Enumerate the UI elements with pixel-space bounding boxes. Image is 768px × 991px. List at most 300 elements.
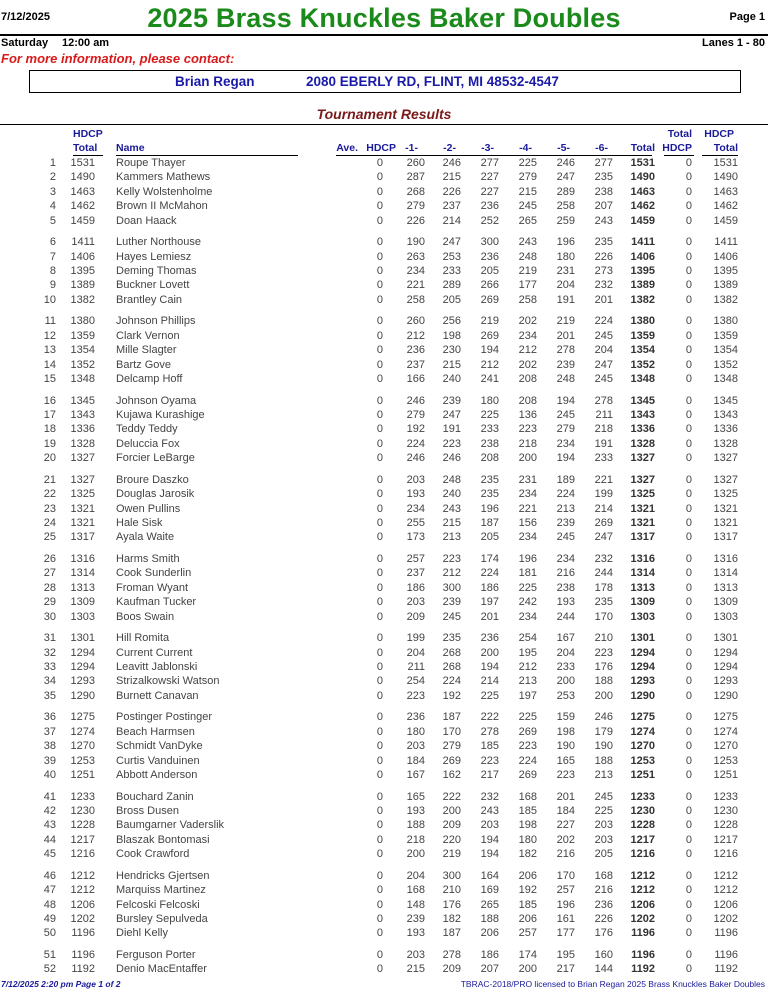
cell-total: 1316 xyxy=(630,553,655,565)
cell-game-6: 246 xyxy=(594,711,613,724)
cell-game-5: 248 xyxy=(556,373,575,385)
cell-place: 51 xyxy=(43,949,56,961)
cell-hdcp-total-2: 1301 xyxy=(713,632,738,645)
table-row xyxy=(0,200,768,214)
cell-game-4: 231 xyxy=(518,473,537,486)
col-total-hdcp-top: Total xyxy=(667,128,692,140)
cell-game-4: 215 xyxy=(518,185,537,198)
cell-game-6: 213 xyxy=(594,769,613,781)
cell-hdcp-total-2: 1253 xyxy=(713,754,738,767)
cell-total-hdcp: 0 xyxy=(685,171,692,184)
cell-game-6: 273 xyxy=(594,265,613,277)
cell-game-3: 203 xyxy=(480,819,499,832)
cell-game-2: 300 xyxy=(442,581,461,594)
cell-hdcp-total: 1253 xyxy=(70,754,95,767)
cell-game-4: 223 xyxy=(518,423,537,436)
cell-game-4: 181 xyxy=(518,567,537,580)
cell-total: 1352 xyxy=(630,358,655,371)
cell-total: 1327 xyxy=(630,473,655,486)
table-row xyxy=(0,359,768,373)
cell-game-2: 247 xyxy=(442,409,461,421)
cell-total-hdcp: 0 xyxy=(685,502,692,515)
cell-hdcp-total: 1382 xyxy=(70,293,95,306)
cell-hdcp: 0 xyxy=(376,610,383,623)
cell-place: 22 xyxy=(43,488,56,501)
cell-game-4: 206 xyxy=(518,913,537,925)
cell-game-5: 224 xyxy=(556,488,575,501)
cell-game-6: 269 xyxy=(594,517,613,529)
cell-game-1: 209 xyxy=(406,610,425,623)
cell-total: 1275 xyxy=(630,711,655,724)
cell-total-hdcp: 0 xyxy=(685,725,692,738)
cell-game-4: 225 xyxy=(518,157,537,169)
cell-game-6: 235 xyxy=(594,596,613,609)
cell-game-4: 185 xyxy=(518,805,537,817)
col-game-5: -5- xyxy=(557,142,570,154)
cell-hdcp-total: 1212 xyxy=(70,884,95,897)
cell-game-6: 176 xyxy=(594,661,613,673)
cell-game-1: 203 xyxy=(406,596,425,609)
col-game-2: -2- xyxy=(443,142,456,154)
cell-game-6: 236 xyxy=(594,898,613,911)
cell-game-1: 260 xyxy=(406,315,425,328)
cell-place: 44 xyxy=(43,833,56,846)
cell-total-hdcp: 0 xyxy=(685,740,692,753)
cell-hdcp-total: 1294 xyxy=(70,661,95,673)
cell-hdcp-total-2: 1531 xyxy=(713,157,738,169)
cell-game-1: 193 xyxy=(406,927,425,940)
table-row xyxy=(0,791,768,805)
cell-game-6: 170 xyxy=(594,610,613,623)
cell-game-4: 219 xyxy=(518,265,537,277)
cell-total-hdcp: 0 xyxy=(685,265,692,277)
cell-game-5: 247 xyxy=(556,171,575,184)
cell-game-3: 269 xyxy=(480,329,499,342)
cell-game-2: 205 xyxy=(442,293,461,306)
cell-game-3: 197 xyxy=(480,596,499,609)
cell-hdcp: 0 xyxy=(376,581,383,594)
cell-game-2: 278 xyxy=(442,949,461,961)
cell-game-5: 279 xyxy=(556,423,575,436)
table-row xyxy=(0,279,768,293)
cell-game-6: 277 xyxy=(594,157,613,169)
cell-game-4: 225 xyxy=(518,711,537,724)
cell-game-2: 222 xyxy=(442,790,461,803)
cell-hdcp: 0 xyxy=(376,502,383,515)
cell-game-5: 180 xyxy=(556,250,575,263)
col-total: Total xyxy=(630,142,655,154)
cell-bowler-name: Bross Dusen xyxy=(116,805,179,817)
cell-game-4: 242 xyxy=(518,596,537,609)
cell-game-5: 165 xyxy=(556,754,575,767)
cell-game-2: 170 xyxy=(442,725,461,738)
cell-game-5: 217 xyxy=(556,963,575,976)
cell-bowler-name: Froman Wyant xyxy=(116,581,189,594)
lanes-range: Lanes 1 - 80 xyxy=(702,37,765,49)
cell-total-hdcp: 0 xyxy=(685,185,692,198)
cell-place: 4 xyxy=(49,200,56,213)
table-row xyxy=(0,834,768,848)
cell-game-1: 184 xyxy=(406,754,425,767)
cell-game-1: 199 xyxy=(406,632,425,645)
table-row xyxy=(0,503,768,517)
cell-game-3: 266 xyxy=(480,279,499,292)
cell-game-6: 232 xyxy=(594,553,613,565)
cell-game-2: 223 xyxy=(442,553,461,565)
event-day: Saturday xyxy=(1,37,49,49)
cell-game-3: 219 xyxy=(480,315,499,328)
cell-game-2: 176 xyxy=(442,898,461,911)
cell-game-6: 216 xyxy=(594,884,613,897)
col-game-3: -3- xyxy=(481,142,494,154)
cell-hdcp-total-2: 1313 xyxy=(713,581,738,594)
table-row xyxy=(0,423,768,437)
cell-hdcp: 0 xyxy=(376,531,383,544)
table-row xyxy=(0,517,768,531)
cell-game-6: 214 xyxy=(594,502,613,515)
cell-game-2: 200 xyxy=(442,805,461,817)
cell-total: 1212 xyxy=(630,869,655,882)
report-date: 7/12/2025 xyxy=(1,11,50,23)
cell-hdcp-total: 1348 xyxy=(70,373,95,385)
cell-hdcp-total-2: 1395 xyxy=(713,265,738,277)
cell-game-5: 258 xyxy=(556,200,575,213)
cell-game-1: 188 xyxy=(406,819,425,832)
table-row xyxy=(0,884,768,898)
table-row xyxy=(0,927,768,941)
cell-game-1: 236 xyxy=(406,711,425,724)
cell-total: 1463 xyxy=(630,185,655,198)
cell-place: 16 xyxy=(43,394,56,407)
cell-game-6: 238 xyxy=(594,185,613,198)
table-row xyxy=(0,157,768,171)
cell-game-2: 209 xyxy=(442,963,461,976)
cell-hdcp: 0 xyxy=(376,394,383,407)
cell-game-1: 190 xyxy=(406,236,425,249)
cell-hdcp: 0 xyxy=(376,553,383,565)
cell-total: 1490 xyxy=(630,171,655,184)
cell-hdcp: 0 xyxy=(376,790,383,803)
cell-game-4: 245 xyxy=(518,200,537,213)
cell-place: 31 xyxy=(43,632,56,645)
table-row xyxy=(0,611,768,625)
table-row xyxy=(0,848,768,862)
cell-hdcp: 0 xyxy=(376,833,383,846)
cell-game-2: 162 xyxy=(442,769,461,781)
cell-game-2: 209 xyxy=(442,819,461,832)
cell-hdcp-total-2: 1216 xyxy=(713,848,738,861)
cell-game-3: 164 xyxy=(480,869,499,882)
cell-game-4: 196 xyxy=(518,553,537,565)
cell-total-hdcp: 0 xyxy=(685,488,692,501)
cell-game-6: 224 xyxy=(594,315,613,328)
cell-hdcp-total: 1233 xyxy=(70,790,95,803)
cell-game-5: 201 xyxy=(556,329,575,342)
cell-total: 1270 xyxy=(630,740,655,753)
cell-bowler-name: Leavitt Jablonski xyxy=(116,661,198,673)
cell-game-5: 233 xyxy=(556,661,575,673)
cell-hdcp-total: 1321 xyxy=(70,517,95,529)
cell-hdcp-total-2: 1309 xyxy=(713,596,738,609)
cell-total: 1462 xyxy=(630,200,655,213)
cell-game-2: 240 xyxy=(442,373,461,385)
cell-place: 46 xyxy=(43,869,56,882)
table-row xyxy=(0,647,768,661)
cell-hdcp: 0 xyxy=(376,373,383,385)
cell-bowler-name: Baumgarner Vaderslik xyxy=(116,819,225,832)
cell-game-1: 203 xyxy=(406,740,425,753)
cell-game-2: 256 xyxy=(442,315,461,328)
cell-hdcp: 0 xyxy=(376,567,383,580)
cell-bowler-name: Roupe Thayer xyxy=(116,157,186,169)
cell-total: 1192 xyxy=(631,963,655,976)
cell-hdcp-total-2: 1212 xyxy=(713,869,738,882)
cell-total: 1309 xyxy=(630,596,655,609)
cell-hdcp-total: 1228 xyxy=(70,819,95,832)
cell-total-hdcp: 0 xyxy=(685,596,692,609)
cell-game-5: 194 xyxy=(556,394,575,407)
cell-game-5: 227 xyxy=(556,819,575,832)
table-row xyxy=(0,531,768,545)
cell-game-1: 167 xyxy=(406,769,425,781)
cell-total: 1345 xyxy=(630,394,655,407)
cell-game-6: 179 xyxy=(594,725,613,738)
cell-total: 1301 xyxy=(630,632,655,645)
cell-hdcp: 0 xyxy=(376,293,383,306)
cell-hdcp-total-2: 1275 xyxy=(713,711,738,724)
cell-hdcp-total-2: 1328 xyxy=(713,437,738,450)
page-number: Page 1 xyxy=(729,11,765,23)
cell-game-5: 234 xyxy=(556,437,575,450)
cell-bowler-name: Postinger Postinger xyxy=(116,711,212,724)
cell-game-4: 258 xyxy=(518,293,537,306)
cell-game-6: 168 xyxy=(594,869,613,882)
cell-hdcp-total: 1321 xyxy=(70,502,95,515)
cell-game-6: 235 xyxy=(594,171,613,184)
cell-game-6: 226 xyxy=(594,913,613,925)
cell-game-4: 208 xyxy=(518,394,537,407)
cell-hdcp: 0 xyxy=(376,265,383,277)
cell-game-1: 212 xyxy=(406,329,425,342)
cell-game-6: 203 xyxy=(594,833,613,846)
table-row xyxy=(0,330,768,344)
cell-hdcp: 0 xyxy=(376,517,383,529)
cell-game-1: 204 xyxy=(406,869,425,882)
cell-game-4: 202 xyxy=(518,315,537,328)
table-row xyxy=(0,438,768,452)
cell-bowler-name: Broure Daszko xyxy=(116,473,189,486)
cell-hdcp-total-2: 1196 xyxy=(714,949,738,961)
table-row xyxy=(0,452,768,466)
cell-hdcp-total-2: 1274 xyxy=(713,725,738,738)
table-row xyxy=(0,373,768,387)
cell-game-4: 243 xyxy=(518,236,537,249)
cell-hdcp-total: 1490 xyxy=(70,171,95,184)
cell-game-4: 182 xyxy=(518,848,537,861)
cell-hdcp-total: 1251 xyxy=(70,769,95,781)
cell-total: 1253 xyxy=(630,754,655,767)
cell-hdcp: 0 xyxy=(376,250,383,263)
cell-game-4: 234 xyxy=(518,329,537,342)
cell-hdcp-total-2: 1490 xyxy=(713,171,738,184)
cell-total: 1325 xyxy=(630,488,655,501)
cell-hdcp-total: 1359 xyxy=(70,329,95,342)
cell-hdcp-total: 1343 xyxy=(70,409,95,421)
cell-total: 1217 xyxy=(630,833,655,846)
cell-bowler-name: Brantley Cain xyxy=(116,293,183,306)
cell-hdcp-total-2: 1348 xyxy=(713,373,738,385)
cell-total: 1459 xyxy=(630,214,655,227)
col-total-hdcp-bottom: HDCP xyxy=(662,142,692,154)
cell-place: 30 xyxy=(43,610,56,623)
cell-hdcp: 0 xyxy=(376,848,383,861)
col-game-4: -4- xyxy=(519,142,532,154)
cell-hdcp: 0 xyxy=(376,214,383,227)
cell-bowler-name: Cook Crawford xyxy=(116,848,190,861)
col-underline-games xyxy=(336,155,652,156)
cell-total-hdcp: 0 xyxy=(685,236,692,249)
cell-total: 1206 xyxy=(630,898,655,911)
contact-address: 2080 EBERLY RD, FLINT, MI 48532-4547 xyxy=(306,74,559,89)
cell-game-1: 234 xyxy=(406,265,425,277)
cell-bowler-name: Felcoski Felcoski xyxy=(116,898,200,911)
cell-hdcp: 0 xyxy=(376,949,383,961)
cell-total: 1348 xyxy=(630,373,655,385)
table-row xyxy=(0,769,768,783)
cell-game-2: 246 xyxy=(442,157,461,169)
table-row xyxy=(0,819,768,833)
contact-name: Brian Regan xyxy=(175,74,255,89)
cell-total-hdcp: 0 xyxy=(685,553,692,565)
cell-hdcp: 0 xyxy=(376,437,383,450)
cell-game-2: 191 xyxy=(442,423,461,436)
cell-bowler-name: Brown II McMahon xyxy=(116,200,208,213)
cell-game-1: 255 xyxy=(406,517,425,529)
cell-game-2: 268 xyxy=(442,661,461,673)
cell-game-3: 201 xyxy=(480,610,499,623)
cell-game-4: 269 xyxy=(518,725,537,738)
header-rule xyxy=(0,34,768,36)
cell-hdcp-total-2: 1382 xyxy=(713,293,738,306)
cell-hdcp: 0 xyxy=(376,315,383,328)
cell-place: 25 xyxy=(43,531,56,544)
cell-total-hdcp: 0 xyxy=(685,769,692,781)
cell-game-3: 214 xyxy=(480,675,499,688)
cell-place: 17 xyxy=(43,409,56,421)
cell-place: 37 xyxy=(43,725,56,738)
table-row xyxy=(0,805,768,819)
cell-game-1: 260 xyxy=(406,157,425,169)
cell-game-2: 219 xyxy=(442,848,461,861)
cell-total: 1359 xyxy=(630,329,655,342)
table-row xyxy=(0,395,768,409)
cell-total-hdcp: 0 xyxy=(685,632,692,645)
col-underline-hdcp-total2 xyxy=(702,155,738,156)
cell-game-5: 289 xyxy=(556,185,575,198)
cell-game-4: 225 xyxy=(518,581,537,594)
cell-game-5: 177 xyxy=(556,927,575,940)
cell-place: 2 xyxy=(49,171,56,184)
cell-game-5: 213 xyxy=(556,502,575,515)
cell-hdcp-total-2: 1314 xyxy=(713,567,738,580)
cell-game-5: 223 xyxy=(556,769,575,781)
cell-game-3: 300 xyxy=(480,236,499,249)
cell-game-6: 201 xyxy=(594,293,613,306)
cell-game-3: 236 xyxy=(480,250,499,263)
cell-game-5: 239 xyxy=(556,517,575,529)
cell-game-1: 268 xyxy=(406,185,425,198)
cell-game-3: 243 xyxy=(480,805,499,817)
cell-hdcp-total-2: 1459 xyxy=(713,214,738,227)
cell-game-3: 205 xyxy=(480,531,499,544)
cell-bowler-name: Boos Swain xyxy=(116,610,175,623)
cell-bowler-name: Harms Smith xyxy=(116,553,180,565)
cell-bowler-name: Kammers Mathews xyxy=(116,171,211,184)
cell-game-6: 245 xyxy=(594,373,613,385)
table-row xyxy=(0,661,768,675)
cell-bowler-name: Luther Northouse xyxy=(116,236,201,249)
cell-game-6: 225 xyxy=(594,805,613,817)
cell-bowler-name: Beach Harmsen xyxy=(116,725,195,738)
cell-total-hdcp: 0 xyxy=(685,754,692,767)
cell-hdcp-total: 1463 xyxy=(70,185,95,198)
cell-game-5: 239 xyxy=(556,358,575,371)
cell-hdcp: 0 xyxy=(376,185,383,198)
cell-game-1: 234 xyxy=(406,502,425,515)
cell-total-hdcp: 0 xyxy=(685,581,692,594)
cell-game-5: 234 xyxy=(556,553,575,565)
cell-hdcp-total: 1459 xyxy=(70,214,95,227)
cell-total: 1294 xyxy=(630,646,655,659)
cell-game-6: 233 xyxy=(594,452,613,465)
cell-game-2: 230 xyxy=(442,344,461,357)
cell-total-hdcp: 0 xyxy=(685,293,692,306)
column-headers xyxy=(0,128,768,156)
cell-game-3: 194 xyxy=(480,833,499,846)
cell-bowler-name: Delcamp Hoff xyxy=(116,373,183,385)
cell-game-1: 218 xyxy=(406,833,425,846)
cell-game-3: 194 xyxy=(480,661,499,673)
cell-hdcp-total-2: 1316 xyxy=(713,553,738,565)
cell-hdcp: 0 xyxy=(376,913,383,925)
table-row xyxy=(0,186,768,200)
cell-game-3: 212 xyxy=(480,358,499,371)
cell-bowler-name: Mille Slagter xyxy=(116,344,177,357)
cell-bowler-name: Strizalkowski Watson xyxy=(116,675,220,688)
cell-place: 5 xyxy=(49,214,56,227)
cell-game-5: 190 xyxy=(556,740,575,753)
cell-game-6: 211 xyxy=(595,409,613,421)
cell-bowler-name: Marquiss Martinez xyxy=(116,884,206,897)
cell-game-5: 184 xyxy=(556,805,575,817)
cell-game-6: 188 xyxy=(594,754,613,767)
cell-hdcp-total-2: 1303 xyxy=(713,610,738,623)
cell-hdcp-total: 1293 xyxy=(70,675,95,688)
cell-game-6: 223 xyxy=(594,646,613,659)
table-row xyxy=(0,755,768,769)
cell-total: 1343 xyxy=(630,409,655,421)
cell-total-hdcp: 0 xyxy=(685,884,692,897)
cell-game-4: 221 xyxy=(518,502,537,515)
cell-game-1: 254 xyxy=(406,675,425,688)
cell-hdcp: 0 xyxy=(376,805,383,817)
cell-place: 42 xyxy=(43,805,56,817)
table-row xyxy=(0,236,768,250)
cell-hdcp-total: 1202 xyxy=(70,913,95,925)
col-game-1: -1- xyxy=(405,142,418,154)
cell-hdcp: 0 xyxy=(376,236,383,249)
cell-game-4: 200 xyxy=(518,452,537,465)
